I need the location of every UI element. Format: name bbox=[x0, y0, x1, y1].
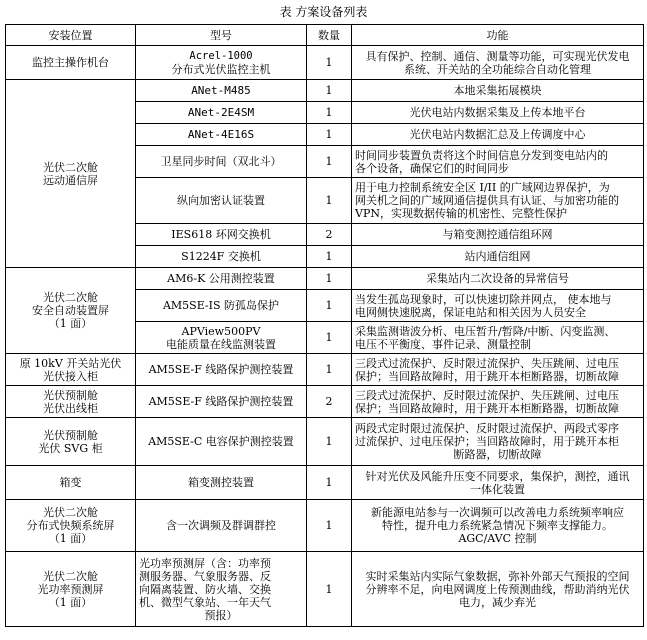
location-cell bbox=[6, 418, 136, 466]
function-cell: 站内通信组网 bbox=[352, 246, 644, 268]
location-text: 原 10kV 开关站光伏 bbox=[19, 356, 122, 370]
header-function: 功能 bbox=[352, 25, 644, 46]
location-text: 光伏二次舱 bbox=[43, 506, 98, 519]
qty-cell: 1 bbox=[307, 418, 352, 466]
function-text: 新能源电站参与一次调频可以改善电力系统频率响应 bbox=[371, 506, 624, 519]
table-row bbox=[6, 386, 644, 418]
function-cell bbox=[352, 146, 644, 178]
function-text: 各个设备，确保它们的时间同步 bbox=[355, 161, 509, 175]
function-cell: 光伏电站内数据采集及上传本地平台 bbox=[352, 102, 644, 124]
function-text: 系统、开关站的全功能综合自动化管理 bbox=[404, 62, 591, 76]
function-text: 保护；当回路故障时，用于跳开本柜断路器，切断故障 bbox=[355, 369, 619, 383]
location-text: 安全自动装置屏 bbox=[32, 304, 109, 317]
location-text: （1 面） bbox=[48, 532, 93, 545]
model-cell: AM5SE-F 线路保护测控装置 bbox=[136, 386, 307, 418]
function-text: VPN，实现数据传输的机密性、完整性保护 bbox=[355, 207, 567, 220]
function-text: 当发生孤岛现象时，可以快速切除并网点， 使本地与 bbox=[355, 292, 612, 306]
table-row bbox=[6, 46, 644, 80]
qty-cell: 1 bbox=[307, 322, 352, 354]
function-text: 分辨率不足，向电网调度上传预测曲线，帮助消纳光伏 bbox=[365, 582, 630, 596]
qty-cell: 1 bbox=[307, 124, 352, 146]
model-text: 分布式光伏监控主机 bbox=[171, 62, 271, 76]
equipment-table bbox=[5, 24, 644, 627]
function-text: 三段式过流保护、反时限过流保护、失压跳闸、过电压 bbox=[355, 356, 619, 370]
model-cell: AM5SE-IS 防孤岛保护 bbox=[136, 290, 307, 322]
model-cell: AM5SE-F 线路保护测控装置 bbox=[136, 354, 307, 386]
model-cell: S1224F 交换机 bbox=[136, 246, 307, 268]
function-cell bbox=[352, 46, 644, 80]
qty-cell: 2 bbox=[307, 224, 352, 246]
table-row bbox=[6, 500, 644, 552]
function-text: 实时采集站内实际气象数据，弥补外部天气预报的空间 bbox=[365, 569, 630, 583]
model-cell: 含一次调频及群调群控 bbox=[136, 500, 307, 552]
function-cell: 与箱变测控通信组环网 bbox=[352, 224, 644, 246]
qty-cell: 1 bbox=[307, 46, 352, 80]
location-text: 监控主操作机台 bbox=[32, 56, 109, 69]
function-text: 两段式定时限过流保护、反时限过流保护、两段式零序 bbox=[355, 422, 619, 435]
location-cell bbox=[6, 268, 136, 354]
model-cell bbox=[136, 322, 307, 354]
function-text: 过流保护、过电压保护；当回路故障时，用于跳开本柜 bbox=[355, 435, 619, 448]
qty-cell: 1 bbox=[307, 290, 352, 322]
model-text: Acrel-1000 bbox=[189, 49, 253, 62]
qty-cell: 1 bbox=[307, 466, 352, 500]
location-text: 远动通信屏 bbox=[43, 173, 98, 187]
location-text: 光伏接入柜 bbox=[43, 369, 98, 383]
function-text: 三段式过流保护、反时限过流保护、失压跳闸、过电压 bbox=[355, 388, 619, 402]
location-cell bbox=[6, 386, 136, 418]
function-cell: 光伏电站内数据汇总及上传调度中心 bbox=[352, 124, 644, 146]
function-text: 用于电力控制系统安全区 I/II 的广域网边界保护，为 bbox=[355, 181, 610, 194]
function-text: 电网侧快速脱离，保证电站和相关因为人员安全 bbox=[355, 305, 586, 319]
function-cell bbox=[352, 500, 644, 552]
model-cell: AM6-K 公用测控装置 bbox=[136, 268, 307, 290]
location-text: 光伏 SVG 柜 bbox=[38, 441, 103, 455]
qty-cell: 1 bbox=[307, 80, 352, 102]
function-cell bbox=[352, 290, 644, 322]
header-model: 型号 bbox=[136, 25, 307, 46]
table-row bbox=[6, 354, 644, 386]
model-text: 测服务器、气象服务器、反 bbox=[139, 569, 271, 583]
location-cell bbox=[6, 500, 136, 552]
qty-cell: 1 bbox=[307, 500, 352, 552]
qty-cell: 1 bbox=[307, 146, 352, 178]
location-text: 光伏二次舱 bbox=[43, 160, 98, 174]
model-cell: AM5SE-C 电容保护测控装置 bbox=[136, 418, 307, 466]
location-cell: 箱变 bbox=[6, 466, 136, 500]
function-cell: 采集站内二次设备的异常信号 bbox=[352, 268, 644, 290]
table-row bbox=[6, 466, 644, 500]
function-cell: 本地采集拓展模块 bbox=[352, 80, 644, 102]
model-cell: 卫星同步时间（双北斗） bbox=[136, 146, 307, 178]
model-cell bbox=[136, 552, 307, 627]
location-cell bbox=[6, 552, 136, 627]
table-row bbox=[6, 418, 644, 466]
function-cell bbox=[352, 386, 644, 418]
function-text: 特性，提升电力系统紧急情况下频率支撑能力。 bbox=[382, 519, 613, 532]
header-location: 安装位置 bbox=[6, 25, 136, 46]
function-text: 电压不平衡度、事件记录、测量控制 bbox=[355, 337, 531, 351]
model-text: 机、微型气象站、一年天气 bbox=[139, 595, 271, 609]
function-text: 采集监测谐波分析、电压暂升/暂降/中断、闪变监测、 bbox=[355, 324, 616, 338]
model-text: APView500PV bbox=[181, 324, 261, 338]
model-cell bbox=[136, 46, 307, 80]
qty-cell: 2 bbox=[307, 386, 352, 418]
function-text: 一体化装置 bbox=[470, 482, 525, 496]
qty-cell: 1 bbox=[307, 268, 352, 290]
model-cell: 纵向加密认证装置 bbox=[136, 178, 307, 224]
function-text: 时间同步装置负责将这个时间信息分发到变电站内的 bbox=[355, 148, 608, 162]
qty-cell: 1 bbox=[307, 102, 352, 124]
model-cell: ANet-4E16S bbox=[136, 124, 307, 146]
function-text: 电力，减少弃光 bbox=[459, 595, 536, 609]
function-text: 具有保护、控制、通信、测量等功能，可实现光伏发电 bbox=[365, 49, 630, 63]
table-caption: 表 方案设备列表 bbox=[279, 5, 368, 19]
qty-cell: 1 bbox=[307, 246, 352, 268]
location-cell bbox=[6, 46, 136, 80]
function-text: 网关机之间的广域网通信提供具有认证、与加密功能的 bbox=[355, 194, 619, 207]
qty-cell: 1 bbox=[307, 178, 352, 224]
model-cell: ANet-M485 bbox=[136, 80, 307, 102]
model-text: 预报） bbox=[204, 608, 238, 622]
function-cell bbox=[352, 552, 644, 627]
location-text: （1 面） bbox=[48, 595, 93, 609]
model-cell: IES618 环网交换机 bbox=[136, 224, 307, 246]
table-row bbox=[6, 80, 644, 102]
location-text: 光伏出线柜 bbox=[43, 401, 98, 415]
location-text: 光伏预制舱 bbox=[43, 388, 98, 402]
function-text: 断路器，切断故障 bbox=[453, 448, 542, 461]
table-row bbox=[6, 552, 644, 627]
function-cell bbox=[352, 466, 644, 500]
function-cell bbox=[352, 178, 644, 224]
location-text: 光功率预测屏 bbox=[37, 582, 104, 596]
location-text: 光伏预制舱 bbox=[43, 428, 98, 442]
model-text: 光功率预测屏（含：功率预 bbox=[139, 556, 271, 570]
function-text: AGC/AVC 控制 bbox=[458, 532, 537, 545]
model-cell: ANet-2E4SM bbox=[136, 102, 307, 124]
header-qty: 数量 bbox=[307, 25, 352, 46]
function-cell bbox=[352, 354, 644, 386]
location-cell bbox=[6, 80, 136, 268]
function-text: 保护；当回路故障时，用于跳开本柜断路器，切断故障 bbox=[355, 401, 619, 415]
model-cell: 箱变测控装置 bbox=[136, 466, 307, 500]
function-cell bbox=[352, 418, 644, 466]
location-text: 光伏二次舱 bbox=[43, 291, 98, 304]
function-cell bbox=[352, 322, 644, 354]
function-text: 针对光伏及风能升压变不同要求，集保护，测控，通讯 bbox=[365, 469, 630, 483]
model-text: 电能质量在线监测装置 bbox=[166, 337, 276, 351]
location-text: （1 面） bbox=[48, 317, 93, 330]
location-text: 光伏二次舱 bbox=[43, 569, 98, 583]
model-text: 向隔离装置、防火墙、交换 bbox=[139, 582, 271, 596]
header-row bbox=[6, 25, 644, 46]
qty-cell: 1 bbox=[307, 552, 352, 627]
location-cell bbox=[6, 354, 136, 386]
qty-cell: 1 bbox=[307, 354, 352, 386]
table-row bbox=[6, 268, 644, 290]
location-text: 分布式快频系统屏 bbox=[26, 519, 115, 532]
